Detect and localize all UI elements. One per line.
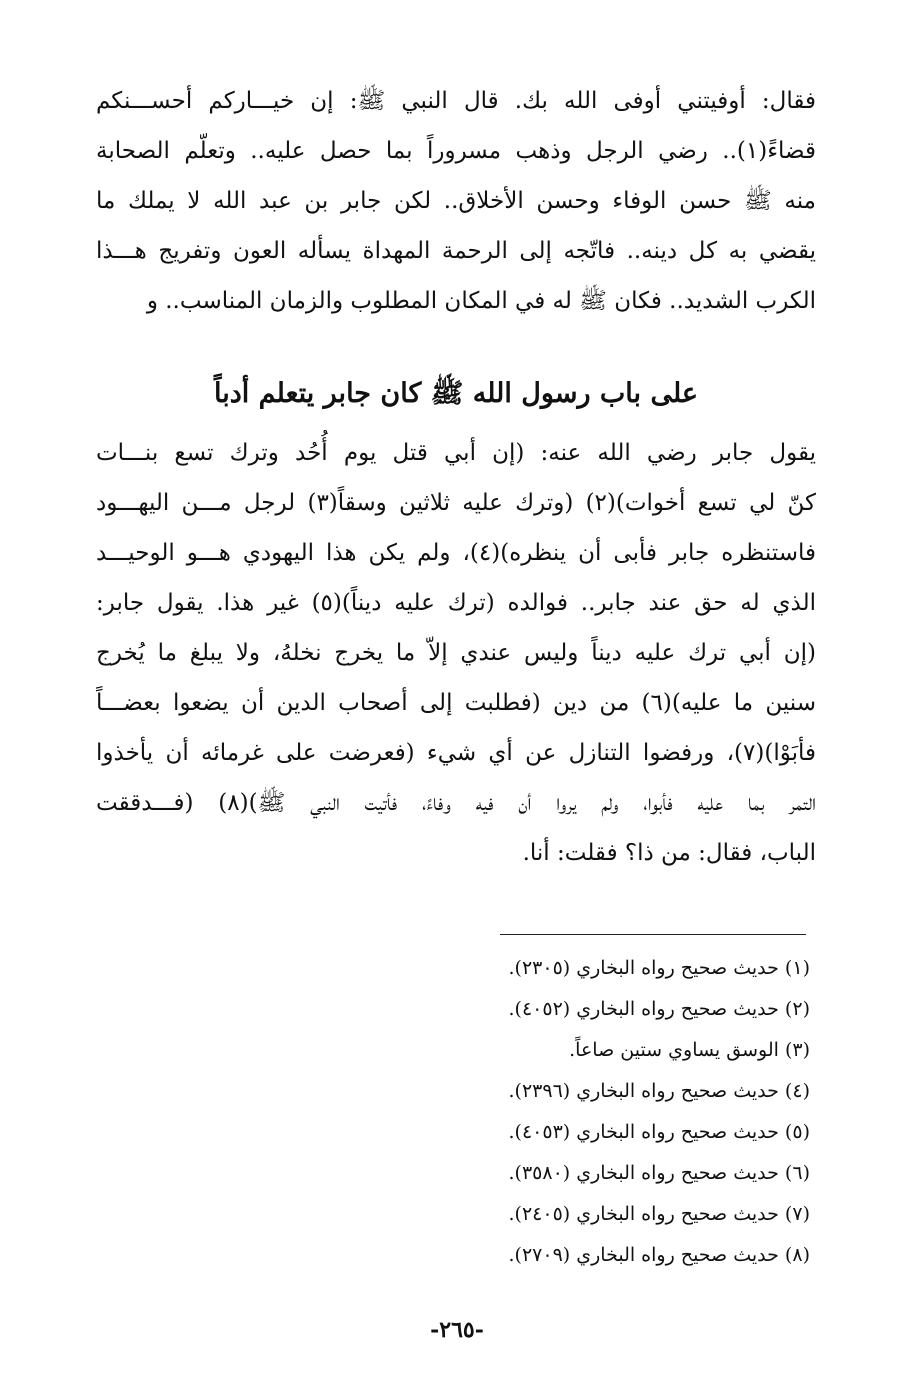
text-line: قضاءً(١).. رضي الرجل وذهب مسروراً بما حصل عليه.. وتعلّم الصحابة [96,138,816,164]
text-line: فأبَوْا)(٧)، ورفضوا التنازل عن أي شيء (فعرضت على غرمائه أن يأخذوا [96,740,816,766]
text-line: منه ﷺ حسن الوفاء وحسن الأخلاق.. لكن جابر بن عبد الله لا يملك ما [96,188,816,214]
footnote: (٢) حديث صحيح رواه البخاري (٤٠٥٢). [508,998,810,1020]
footnote: (٦) حديث صحيح رواه البخاري (٣٥٨٠). [508,1162,810,1184]
paragraph-1 [96,76,816,326]
text-line: سنين ما عليه)(٦) من دين (فطلبت إلى أصحاب الدين أن يضعوا بعضـــاً [96,690,817,716]
footnotes [420,948,810,1276]
footnote: (٥) حديث صحيح رواه البخاري (٤٠٥٣). [508,1121,810,1143]
footnote: (٣) الوسق يساوي ستين صاعاً. [569,1039,810,1061]
text-line: التمر بما عليه فأبوا، ولم يروا أن فيه وفاءً، فأتيت النبي ﷺ)(٨) (فـــدققت [96,790,816,816]
text-line: الباب، فقال: من ذا؟ فقلت: أنا. [522,840,816,866]
footnote: (٧) حديث صحيح رواه البخاري (٢٤٠٥). [508,1203,810,1225]
paragraph-2 [96,428,816,878]
text-line: الذي له حق عند جابر.. فوالده (ترك عليه ديناً)(٥) غير هذا. يقول جابر: [96,590,816,616]
footnote: (١) حديث صحيح رواه البخاري (٢٣٠٥). [508,957,810,979]
footnote: (٨) حديث صحيح رواه البخاري (٢٧٠٩). [508,1244,810,1266]
section-heading: على باب رسول الله ﷺ كان جابر يتعلم أدباً [214,378,698,409]
text-line: يقول جابر رضي الله عنه: (إن أبي قتل يوم أُحُد وترك تسع بنـــات [96,440,816,466]
text-line: كنّ لي تسع أخوات)(٢) (وترك عليه ثلاثين وسقاً(٣) لرجل مـــن اليهـــود [96,490,816,516]
text-line: يقضي به كل دينه.. فاتّجه إلى الرحمة المهداة يسأله العون وتفريج هـــذا [96,238,816,264]
text-line: الكرب الشديد.. فكان ﷺ له في المكان المطلوب والزمان المناسب.. و [146,288,816,314]
footnote-divider [500,934,806,935]
text-line: فاستنظره جابر فأبى أن ينظره)(٤)، ولم يكن هذا اليهودي هـــو الوحيـــد [96,540,817,566]
page-number: -٢٦٥- [430,1317,484,1343]
footnote: (٤) حديث صحيح رواه البخاري (٢٣٩٦). [508,1080,810,1102]
text-line: (إن أبي ترك عليه ديناً وليس عندي إلاّ ما يخرج نخلهُ، ولا يبلغ ما يُخرج [96,640,816,666]
text-line: فقال: أوفيتني أوفى الله بك. قال النبي ﷺ: إن خيـــاركم أحســـنكم [96,88,816,114]
